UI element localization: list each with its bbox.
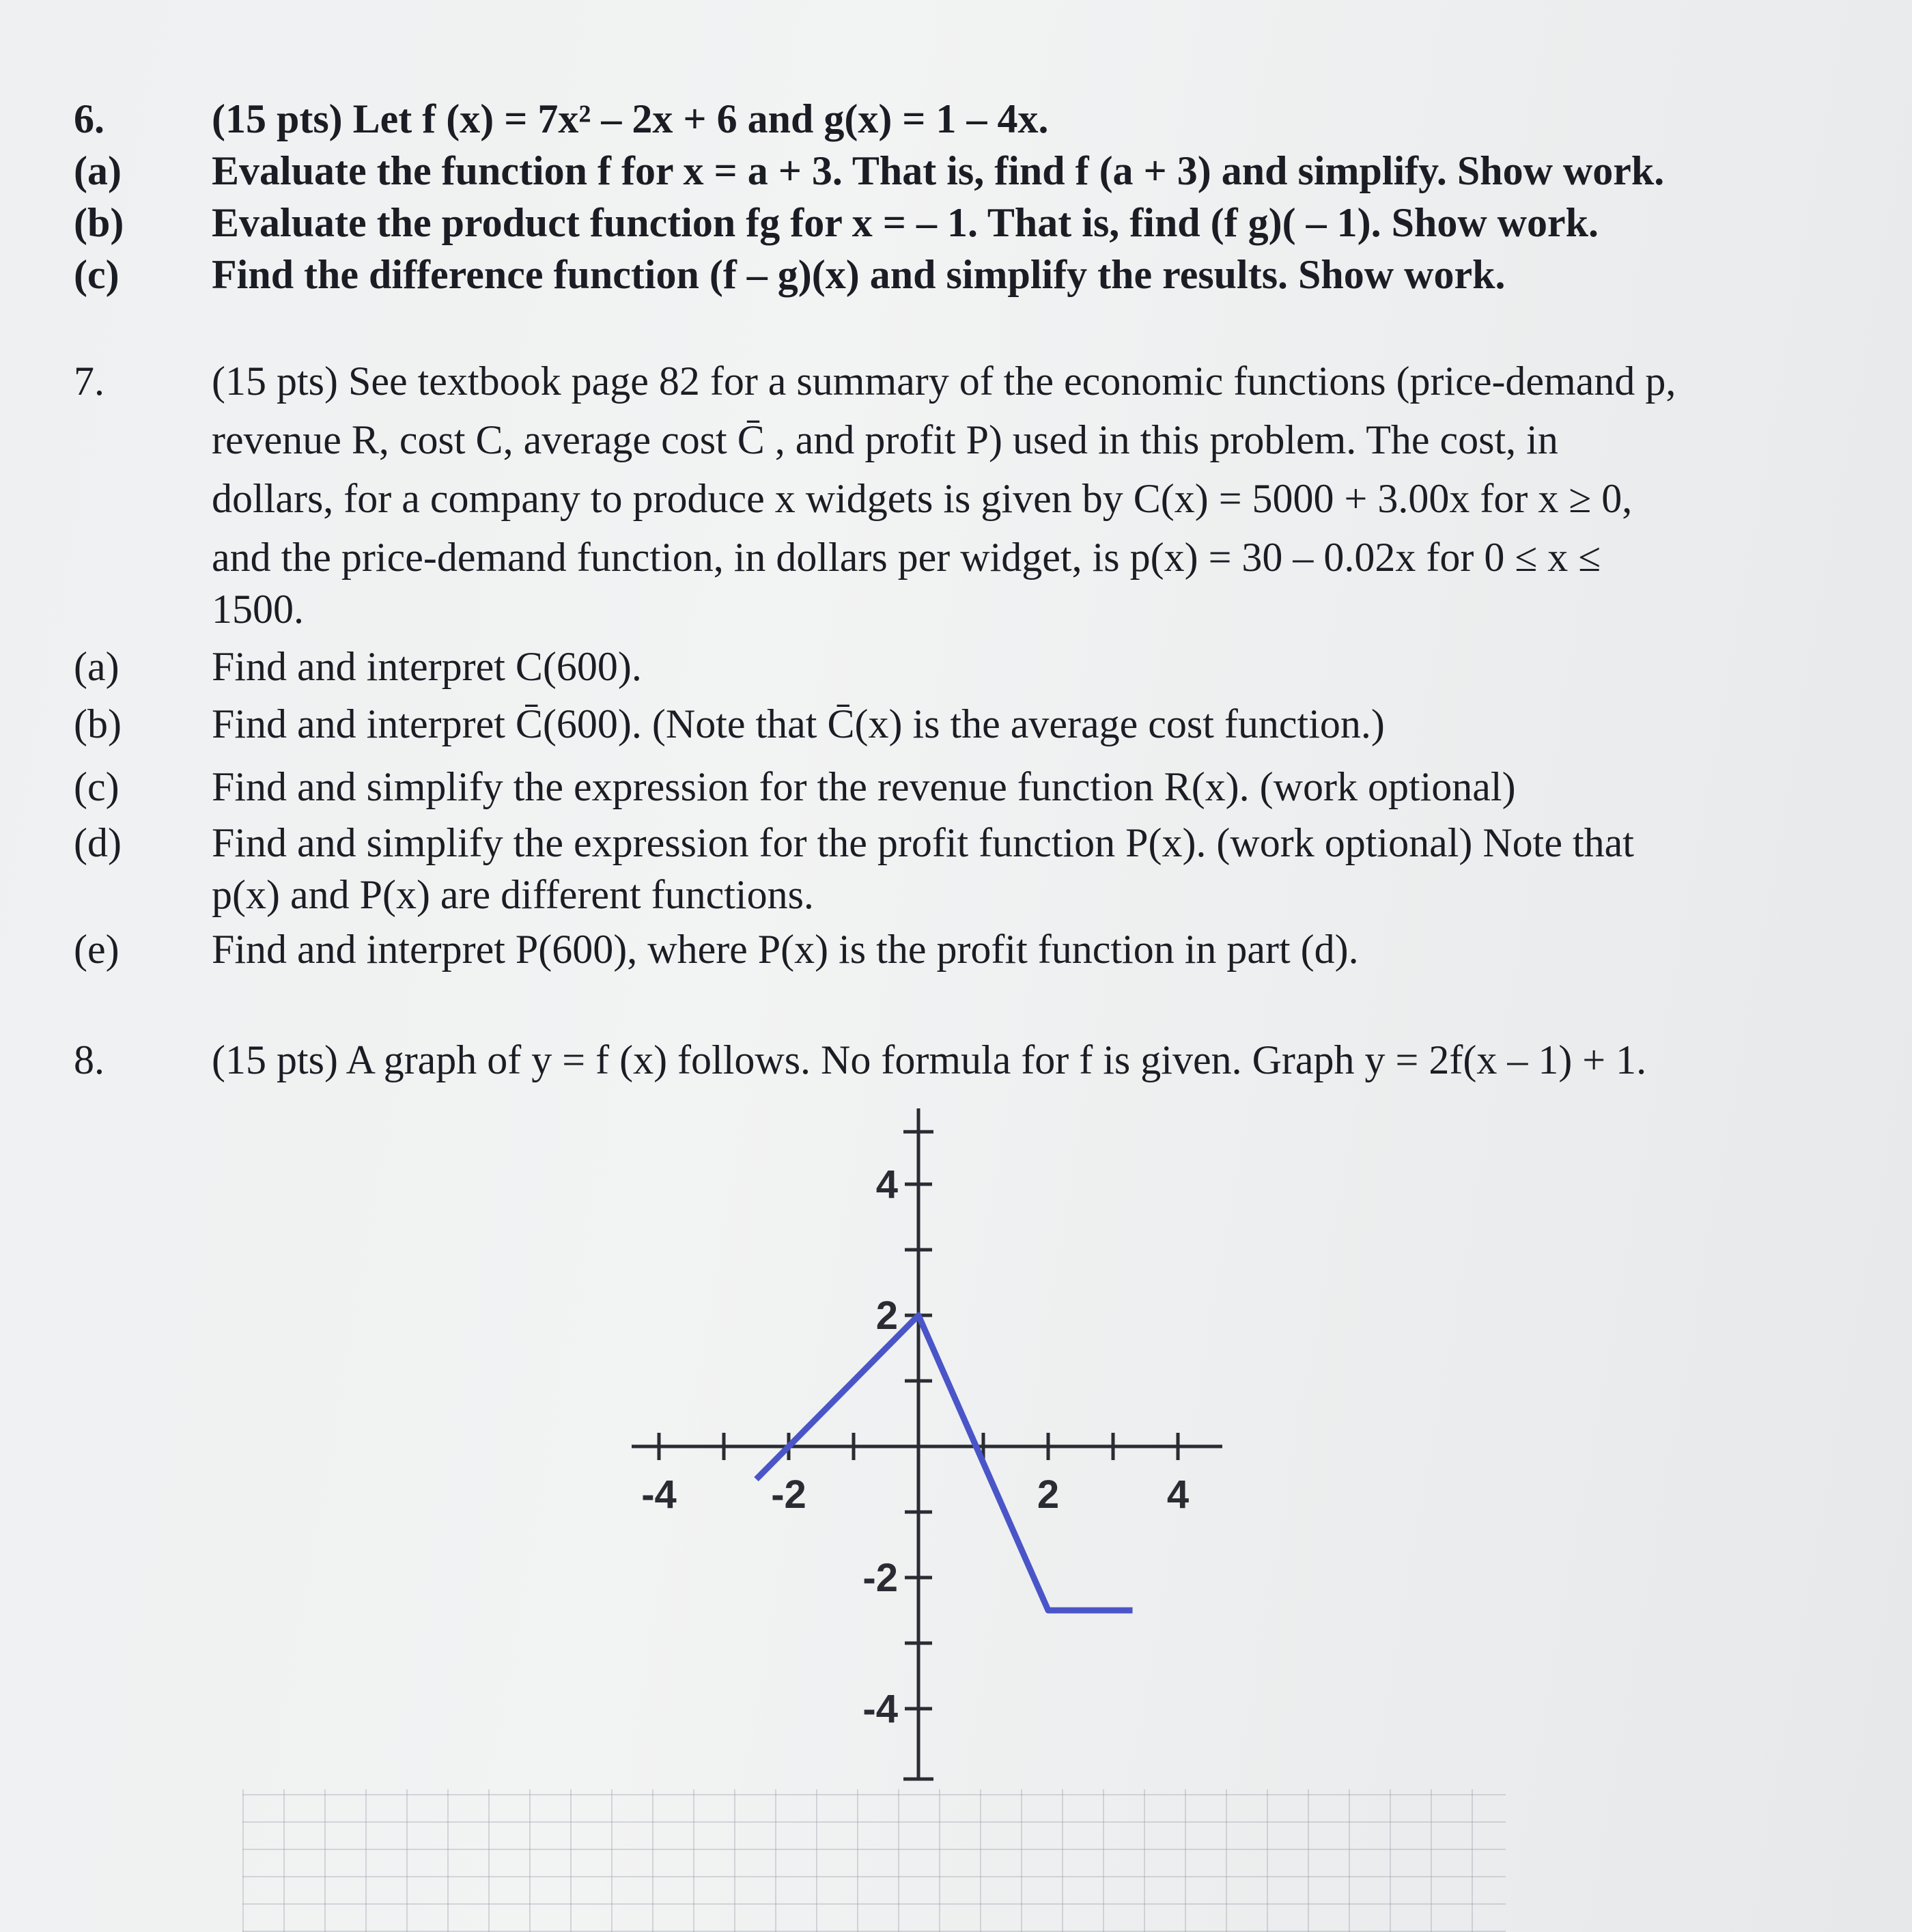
- problem-7-intro-line-5: 1500.: [212, 587, 304, 632]
- problem-7d-text-continued: p(x) and P(x) are different functions.: [212, 872, 814, 917]
- problem-7c-label: (c): [74, 764, 120, 809]
- problem-6a-text: Evaluate the function f for x = a + 3. That is, find f (a + 3) and simplify. Show work.: [212, 148, 1665, 193]
- x-tick-label: -4: [641, 1472, 677, 1517]
- problem-7d-text: Find and simplify the expression for the profit function P(x). (work optional) Note that: [212, 820, 1634, 865]
- problem-6c-text: Find the difference function (f – g)(x) and simplify the results. Show work.: [212, 252, 1506, 297]
- problem-7-intro-line-2: revenue R, cost C, average cost C̄ , and profit P) used in this problem. The cost, in: [212, 417, 1558, 462]
- problem-6b-text: Evaluate the product function fg for x = – 1. That is, find (f g)( – 1). Show work.: [212, 200, 1599, 245]
- x-tick-label: 4: [1166, 1472, 1190, 1517]
- problem-6b-label: (b): [74, 200, 124, 245]
- problem-6a-label: (a): [74, 148, 122, 193]
- problem-7d-label: (d): [74, 820, 122, 865]
- problem-7e-text: Find and interpret P(600), where P(x) is the profit function in part (d).: [212, 927, 1359, 972]
- problem-7b-label: (b): [74, 701, 122, 746]
- problem-6-header: (15 pts) Let f (x) = 7x² – 2x + 6 and g(x) = 1 – 4x.: [212, 96, 1049, 141]
- problem-7a-label: (a): [74, 644, 120, 689]
- problem-7b-text: Find and interpret C̄(600). (Note that C̄(x) is the average cost function.): [212, 701, 1385, 746]
- problem-7a-text: Find and interpret C(600).: [212, 644, 642, 689]
- problem-7e-label: (e): [74, 927, 120, 972]
- problem-8-number: 8.: [74, 1037, 104, 1082]
- problem-7-intro-line-4: and the price-demand function, in dollars per widget, is p(x) = 30 – 0.02x for 0 ≤ x ≤: [212, 535, 1601, 580]
- problem-6c-label: (c): [74, 252, 120, 297]
- problem-6-number: 6.: [74, 96, 104, 141]
- x-tick-label: 2: [1037, 1472, 1060, 1517]
- problem-7-intro-line-1: (15 pts) See textbook page 82 for a summary of the economic functions (price-demand p,: [212, 359, 1676, 404]
- f-graph-line: [757, 1315, 1133, 1610]
- y-tick-label: -2: [862, 1556, 898, 1600]
- problem-7-number: 7.: [74, 359, 104, 404]
- answer-grid: [242, 1789, 1506, 1932]
- problem-7c-text: Find and simplify the expression for the revenue function R(x). (work optional): [212, 764, 1516, 809]
- x-tick-label: -2: [771, 1472, 806, 1517]
- y-tick-label: -4: [862, 1687, 898, 1731]
- y-tick-label: 2: [875, 1293, 898, 1338]
- y-tick-label: 4: [875, 1162, 898, 1207]
- problem-7-intro-line-3: dollars, for a company to produce x widgets is given by C(x) = 5000 + 3.00x for x ≥ 0,: [212, 476, 1633, 521]
- problem-8-text: (15 pts) A graph of y = f (x) follows. No formula for f is given. Graph y = 2f(x – 1) + 1.: [212, 1037, 1647, 1082]
